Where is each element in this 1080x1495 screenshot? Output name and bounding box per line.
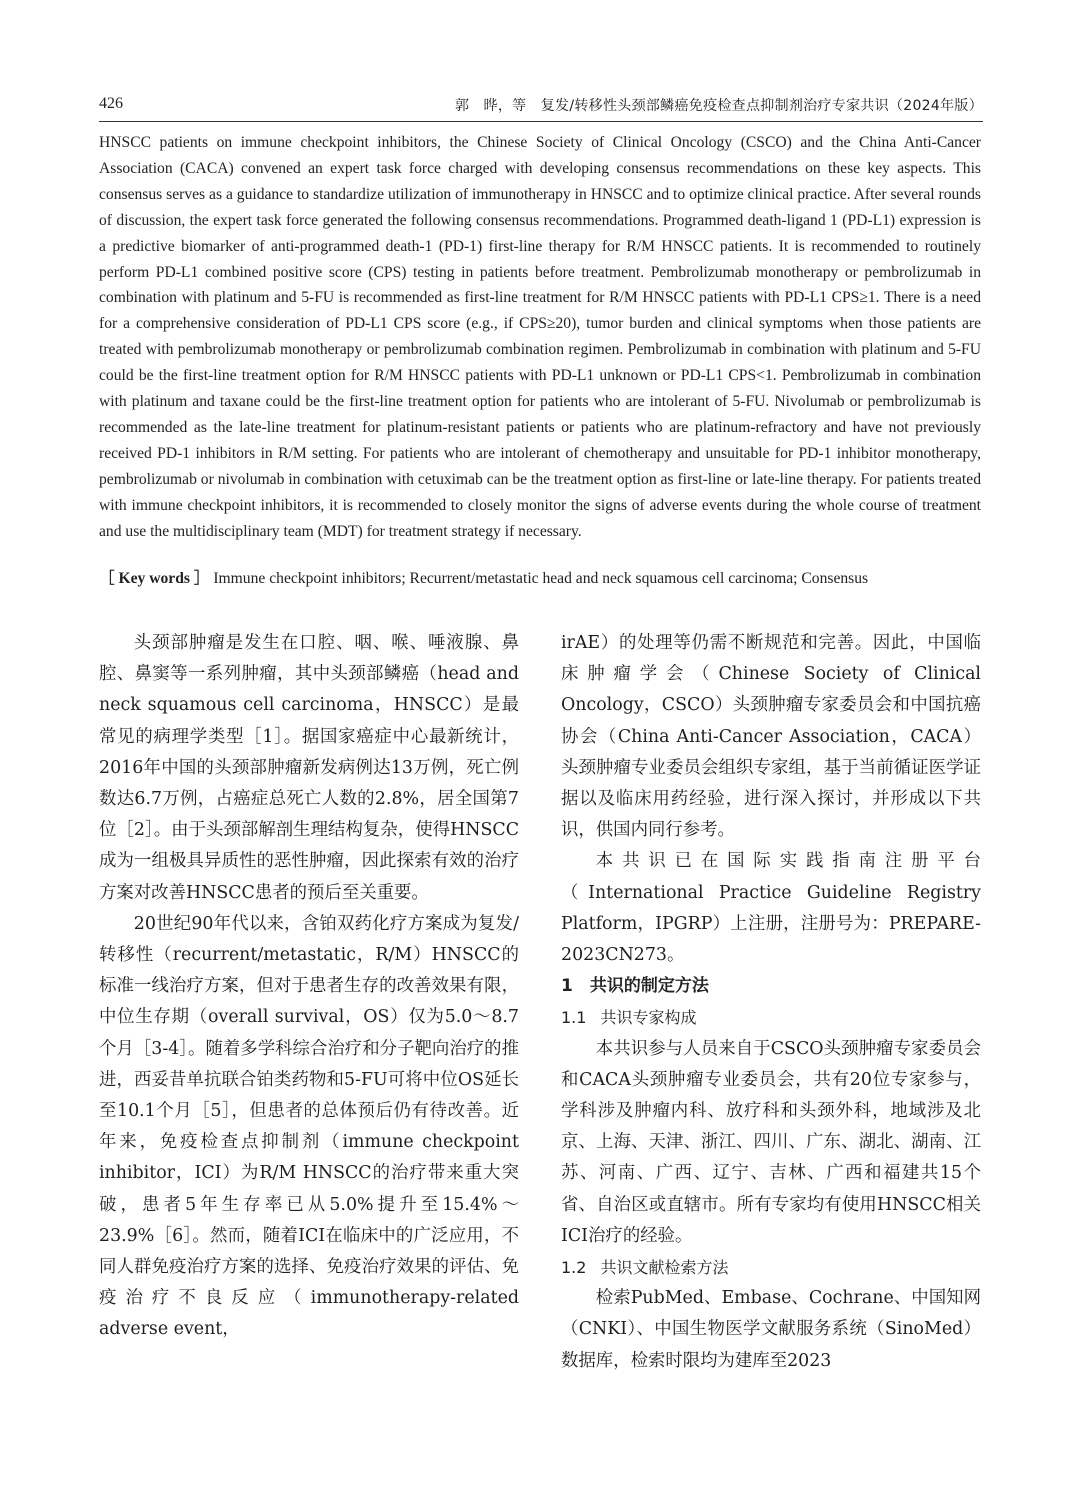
- experts-paragraph: 本共识参与人员来自于CSCO头颈肿瘤专家委员会和CACA头颈肿瘤专业委员会，共有20位专家参与，学科涉及肿瘤内科、放疗科和头颈外科，地域涉及北京、上海、天津、浙江、四川、广东、湖北、湖南、江苏、河南、广西、辽宁、吉林、广西和福建共15个省、自治区或直辖市。所有专家均有使用HNSCC相关ICI治疗的经验。: [561, 1038, 981, 1246]
- keywords-text: Immune checkpoint inhibitors; Recurrent/metastatic head and neck squamous cell carcinoma; Consensus: [213, 570, 869, 587]
- keywords-label: ［ Key words ］: [99, 570, 210, 587]
- right-column: [561, 628, 981, 1377]
- subsection-heading-1-1: [561, 1002, 981, 1033]
- page-header: [99, 93, 983, 119]
- abstract-text: HNSCC patients on immune checkpoint inhibitors, the Chinese Society of Clinical Oncology (CSCO) and the China Anti-Cancer Association (CACA) convened an expert task force charged with developing consensus recommendations on these key aspects. This consensus serves as a guidance to standardize utilization of immunotherapy in HNSCC and to optimize clinical practice. After several rounds of discussion, the expert task force generated the following consensus recommendations. Programmed death-ligand 1 (PD-L1) expression is a predictive biomarker of anti-programmed death-1 (PD-1) first-line therapy for R/M HNSCC patients. It is recommended to routinely perform PD-L1 combined positive score (CPS) testing in patients before treatment. Pembrolizumab monotherapy or pembrolizumab in combination with platinum and 5-FU is recommended as first-line treatment for R/M HNSCC patients with PD-L1 CPS≥1. There is a need for a comprehensive consideration of PD-L1 CPS score (e.g., if CPS≥20), tumor burden and clinical symptoms when those patients are treated with pembrolizumab monotherapy or pembrolizumab combination regimen. Pembrolizumab in combination with platinum and 5-FU could be the first-line treatment option for R/M HNSCC patients with PD-L1 unknown or PD-L1 CPS<1. Pembrolizumab in combination with platinum and taxane could be the first-line treatment option for patients who are intolerant of 5-FU. Nivolumab or pembrolizumab is recommended as the late-line treatment for platinum-resistant patients or patients who are platinum-refractory and have not previously received PD-1 inhibitors in R/M setting. For patients who are intolerant of chemotherapy and unsuitable for PD-1 inhibitor monotherapy, pembrolizumab or nivolumab in combination with cetuximab can be the treatment option as first-line or late-line therapy. For patients treated with immune checkpoint inhibitors, it is recommended to closely monitor the signs of adverse events during the whole course of treatment and use the multidisciplinary team (MDT) for treatment strategy if necessary.: [99, 134, 981, 540]
- intro-paragraph-2: 20世纪90年代以来，含铂双药化疗方案成为复发/转移性（recurrent/metastatic，R/M）HNSCC的标准一线治疗方案，但对于患者生存的改善效果有限，中位生存期（overall survival，OS）仅为5.0～8.7个月［3-4］。随着多学科综合治疗和分子靶向治疗的推进，西妥昔单抗联合铂类药物和5-FU可将中位OS延长至10.1个月［5］，但患者的总体预后仍有待改善。近年来，免疫检查点抑制剂（immune checkpoint inhibitor，ICI）为R/M HNSCC的治疗带来重大突破，患者5年生存率已从5.0%提升至15.4%～23.9%［6］。然而，随着ICI在临床中的广泛应用，不同人群免疫治疗方案的选择、免疫治疗效果的评估、免疫治疗不良反应（immunotherapy-related adverse event，: [99, 913, 519, 1340]
- keywords-line: [99, 568, 981, 590]
- subsection-title: 共识专家构成: [600, 1008, 697, 1028]
- intro-paragraph-3: irAE）的处理等仍需不断规范和完善。因此，中国临床肿瘤学会（Chinese Society of Clinical Oncology，CSCO）头颈肿瘤专家委员会和中国抗癌协会（China Anti-Cancer Association，CACA）头颈肿瘤专业委员会组织专家组，基于当前循证医学证据以及临床用药经验，进行深入探讨，并形成以下共识，供国内同行参考。: [561, 633, 981, 841]
- left-column: [99, 628, 519, 1346]
- subsection-number: 1.2: [561, 1258, 587, 1278]
- running-title: 郭 晔，等 复发/转移性头颈部鳞癌免疫检查点抑制剂治疗专家共识（2024年版）: [454, 98, 983, 114]
- subsection-title: 共识文献检索方法: [600, 1258, 729, 1278]
- header-rule: [99, 121, 983, 122]
- search-paragraph: 检索PubMed、Embase、Cochrane、中国知网（CNKI）、中国生物医学文献服务系统（SinoMed）数据库，检索时限均为建库至2023: [561, 1288, 981, 1371]
- intro-paragraph-1: 头颈部肿瘤是发生在口腔、咽、喉、唾液腺、鼻腔、鼻窦等一系列肿瘤，其中头颈部鳞癌（head and neck squamous cell carcinoma，HNSCC）是最常见的病理学类型［1］。据国家癌症中心最新统计，2016年中国的头颈部肿瘤新发病例达13万例，死亡例数达6.7万例，占癌症总死亡人数的2.8%，居全国第7位［2］。由于头颈部解剖生理结构复杂，使得HNSCC成为一组极具异质性的恶性肿瘤，因此探索有效的治疗方案对改善HNSCC患者的预后至关重要。: [99, 633, 519, 903]
- section-heading-1: 1 共识的制定方法: [561, 976, 709, 997]
- page-number: 426: [99, 95, 123, 112]
- subsection-heading-1-2: [561, 1252, 981, 1283]
- registration-paragraph: 本共识已在国际实践指南注册平台（International Practice Guideline Registry Platform，IPGRP）上注册，注册号为：PREPARE-2023CN273。: [561, 851, 981, 966]
- subsection-number: 1.1: [561, 1008, 587, 1028]
